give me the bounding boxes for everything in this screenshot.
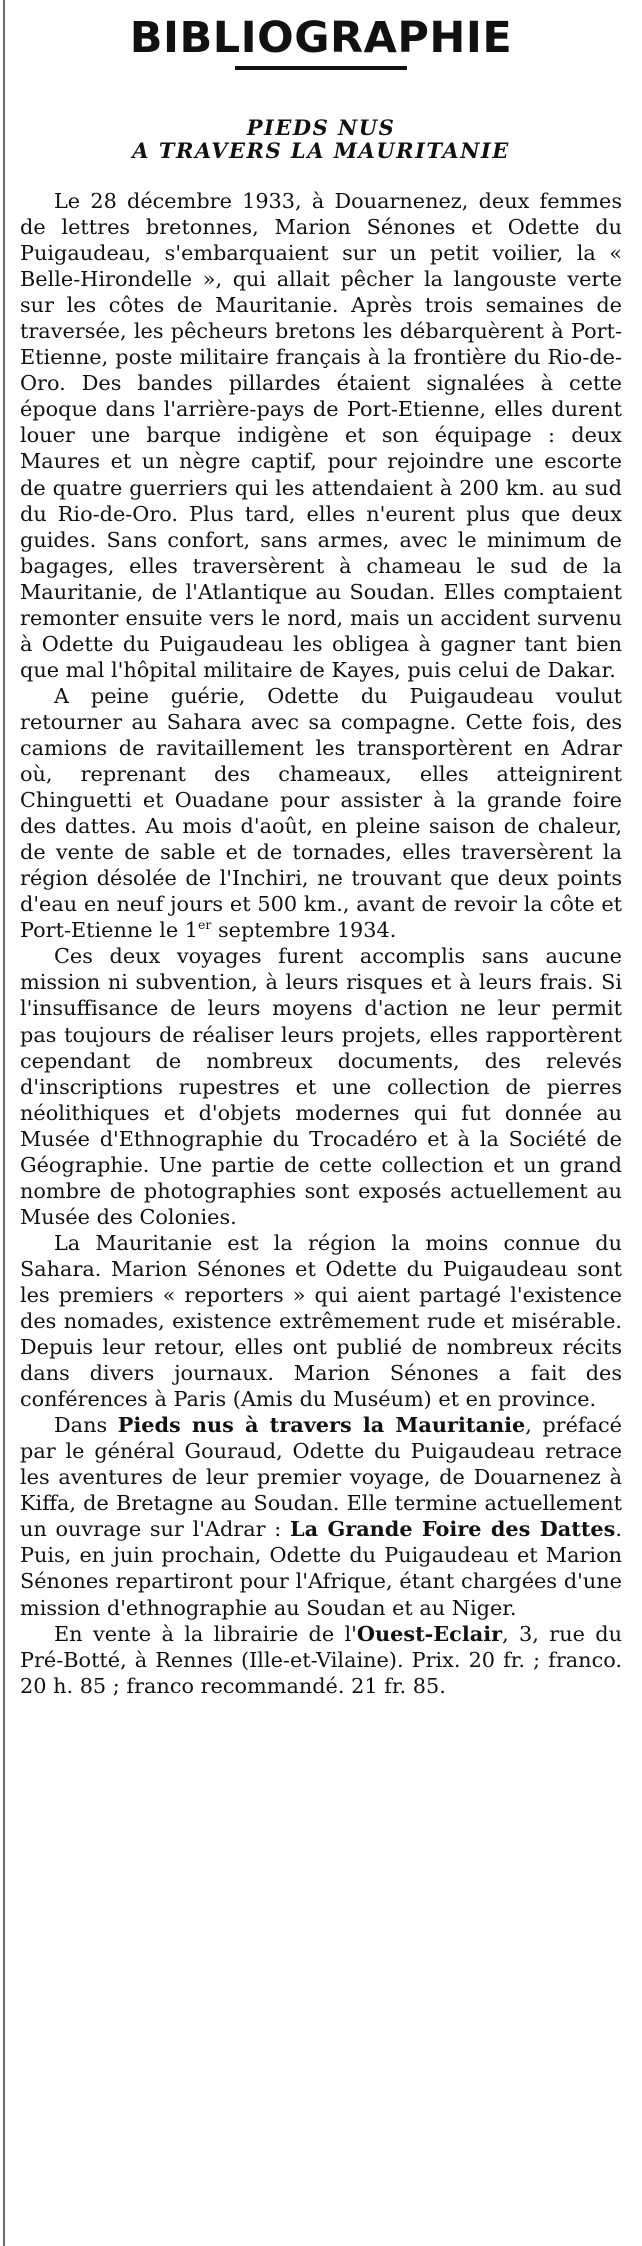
paragraph-1: Le 28 décembre 1933, à Douarnenez, deux femmes de lettres bretonnes, Marion Sénones et Odette du Puigaudeau, s'embarquaient sur un petit voilier, la « Belle-Hirondelle », qui allait pêcher la langouste verte sur les côtes de Mauritanie. Après trois semaines de traversée, les pêcheurs bretons les débarquèrent à Port-Etienne, poste militaire français à la frontière du Rio-de-Oro. Des bandes pillardes étaient signalées à cette époque dans l'arrière-pays de Port-Etienne, elles durent louer une barque indigène et son équipage : deux Maures et un nègre captif, pour rejoindre une escorte de quatre guerriers qui les attendaient à 200 km. au sud du Rio-de-Oro. Plus tard, elles n'eurent plus que deux guides. Sans confort, sans armes, avec le minimum de bagages, elles traversèrent à chameau le sud de la Mauritanie, de l'Atlantique au Soudan. Elles comptaient remonter ensuite vers le nord, mais un accident survenu à Odette du Puigaudeau les obligea à gagner tant bien que mal l'hôpital militaire de Kayes, puis celui de Dakar.: [20, 189, 622, 682]
paragraph-5-end: . Puis, en juin prochain, Odette du Puigaudeau et Marion Sénones repartiront pour l'Afrique, étant chargées d'une mission d'ethnographie au Soudan et au Niger.: [20, 1517, 622, 1620]
article-title-line1: PIEDS NUS: [246, 115, 396, 140]
paragraph-5-start: Dans: [54, 1413, 118, 1438]
article-title: [20, 116, 622, 162]
section-heading: BIBLIOGRAPHIE: [129, 13, 513, 63]
paragraph-6: [20, 1621, 622, 1699]
book-title: Pieds nus à travers la Mauritanie: [117, 1412, 526, 1438]
bibliography-column: [20, 0, 622, 1699]
paragraph-6-end: , 3, rue du Pré-Botté, à Rennes (Ille-et-Vilaine). Prix. 20 fr. ; franco. 20 h. 85 ; franco recommandé. 21 fr. 85.: [20, 1621, 622, 1698]
paragraph-3: Ces deux voyages furent accomplis sans aucune mission ni subvention, à leurs risques et à leurs frais. Si l'insuffisance de leurs moyens d'action ne leur permit pas toujours de réaliser leurs projets, elles rapportèrent cependant de nombreux documents, des relevés d'inscriptions rupestres et une collection de pierres néolithiques et d'objets modernes qui fut donnée au Musée d'Ethnographie du Trocadéro et à la Société de Géographie. Une partie de cette collection et un grand nombre de photographies sont exposés actuellement au Musée des Colonies.: [20, 944, 622, 1229]
paragraph-6-start: En vente à la librairie de l': [54, 1621, 357, 1646]
paragraph-5: [20, 1412, 622, 1620]
upcoming-book-title: La Grande Foire des Dattes: [290, 1516, 616, 1542]
paragraph-2-end: septembre 1934.: [211, 918, 397, 943]
article-title-line2: A TRAVERS LA MAURITANIE: [132, 138, 510, 163]
ordinal-suffix: er: [198, 917, 212, 933]
column-rule: [3, 0, 5, 2246]
paragraph-2-text: A peine guérie, Odette du Puigaudeau voulut retourner au Sahara avec sa compagne. Cette fois, des camions de ravitaillement les transportèrent en Adrar où, reprenant des chameaux, elles atteignirent Chinguetti et Ouadane pour assister à la grande foire des dattes. Au mois d'août, en pleine saison de chaleur, de vente de sable et de tornades, elles traversèrent la région désolée de l'Inchiri, ne trouvant que deux points d'eau en neuf jours et 500 km., avant de revoir la côte et Port-Etienne le: [20, 683, 622, 943]
heading-underline: [235, 66, 407, 70]
paragraph-4: La Mauritanie est la région la moins connue du Sahara. Marion Sénones et Odette du Puigaudeau sont les premiers « reporters » qui aient partagé l'existence des nomades, existence extrêmement rude et misérable. Depuis leur retour, elles ont publié de nombreux récits dans divers journaux. Marion Sénones a fait des conférences à Paris (Amis du Muséum) et en province.: [20, 1230, 622, 1412]
paragraph-5-middle: , préfacé par le général Gouraud, Odette du Puigaudeau retrace les aventures de leur premier voyage, de Douarnenez à Kiffa, de Bretagne au Soudan. Elle termine actuellement un ouvrage sur l'Adrar :: [20, 1413, 622, 1542]
paragraph-2: [20, 683, 622, 943]
article-body: [20, 188, 622, 1699]
bookshop-name: Ouest-Eclair: [356, 1620, 503, 1646]
date-day: 1: [184, 918, 199, 943]
